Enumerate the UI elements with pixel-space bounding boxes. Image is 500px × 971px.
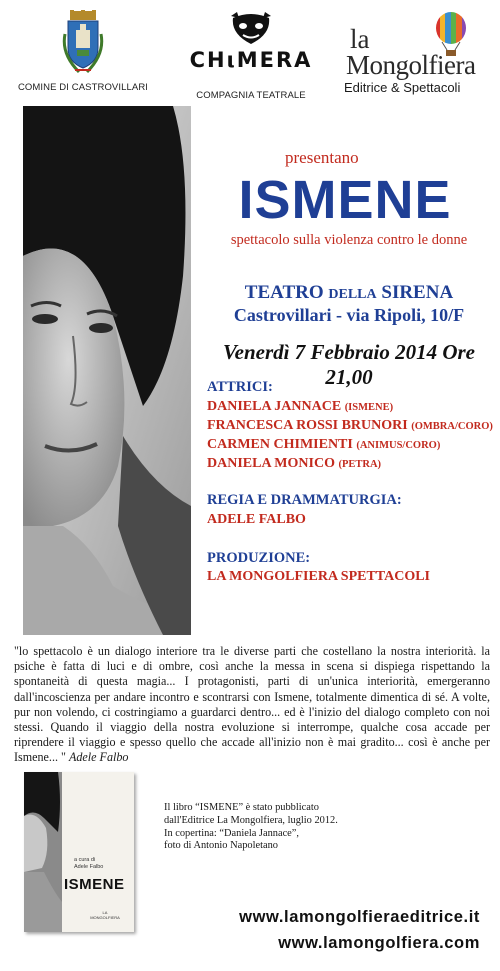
- mongolfiera-line3: Editrice & Spettacoli: [344, 80, 461, 95]
- attrici-heading: ATTRICI:: [207, 379, 273, 395]
- produzione-heading: PRODUZIONE:: [207, 550, 311, 566]
- portrait-photo: [23, 106, 191, 635]
- venue-address: Castrovillari - via Ripoli, 10/F: [233, 305, 465, 325]
- actress-role: (OMBRA/CORO): [411, 421, 493, 432]
- show-subtitle: spettacolo sulla violenza contro le donne: [230, 232, 468, 248]
- venue-teatro: TEATRO: [244, 282, 324, 303]
- quote-author: Adele Falbo: [69, 750, 129, 765]
- show-title: ISMENE: [238, 170, 452, 230]
- book-editor-line1: a cura di: [74, 857, 96, 863]
- actress-name: CARMEN CHIMIENTI: [207, 437, 353, 452]
- mongolfiera-line2: Mongolfiera: [346, 50, 476, 80]
- website-link-spettacoli[interactable]: www.lamongolfiera.com: [278, 934, 480, 952]
- credit-line: [207, 437, 440, 453]
- comune-logo: [8, 10, 158, 93]
- actress-role: (ISMENE): [344, 402, 394, 413]
- book-editor: [74, 857, 103, 871]
- actress-role: (PETRA): [338, 459, 382, 470]
- presentano-label: presentano: [285, 148, 359, 167]
- chimera-caption: COMPAGNIA TEATRALE: [196, 90, 306, 101]
- chimera-logo: [186, 12, 316, 101]
- chimera-wordmark: CHιMERA: [189, 48, 313, 72]
- chimera-mask-icon: [229, 12, 273, 46]
- book-cover: [24, 772, 134, 932]
- comune-caption: COMINE DI CASTROVILLARI: [17, 82, 149, 93]
- regia-heading: REGIA E DRAMMATURGIA:: [207, 492, 402, 508]
- credit-line: [207, 418, 493, 434]
- comune-coat-of-arms-icon: [61, 10, 105, 76]
- book-cover-photo: [24, 772, 62, 932]
- mongolfiera-logo: [344, 10, 496, 100]
- header: [0, 0, 500, 105]
- book-info-line: dall'Editrice La Mongolfiera, luglio 2012.: [164, 814, 338, 826]
- book-info: [164, 802, 464, 853]
- book-title: ISMENE: [64, 876, 125, 893]
- venue-name: [200, 282, 498, 304]
- portrait-image: [23, 106, 191, 635]
- actress-name: DANIELA JANNACE: [207, 399, 342, 414]
- book-editor-line2: Adele Falbo: [74, 864, 104, 870]
- book-info-line: In copertina: “Daniela Jannace”,: [164, 827, 300, 839]
- director-quote: [14, 644, 490, 766]
- actress-role: (ANIMUS/CORO): [356, 440, 441, 451]
- actress-name: FRANCESCA ROSSI BRUNORI: [207, 418, 408, 433]
- quote-text: "lo spettacolo è un dialogo interiore tra le diverse parti che costellano la nostra interiorità. la psiche è fatta di luci e di ombre, così anche la messa in scena si dispiega rispettando la spontaneità di questa magia... I protagonisti, parti di un'unica interiorità, emergeranno dall'incoscienza per andare incontro e scontrarsi con Ismene, totalmente dimentica di sé. A volte, pur non volendo, ci costringiamo a guardarci dentro... ed è l'inizio del dialogo completo con noi stessi. Quando il viaggio della nostra evoluzione si interrompe, qualche cosa accade per riprendere il viaggio e spesso quello che accade all'inizio non è mai gradito... così è anche per Ismene... ": [14, 644, 490, 765]
- credit-line: [207, 456, 381, 472]
- produzione-name: LA MONGOLFIERA SPETTACOLI: [207, 569, 431, 584]
- book-info-line: foto di Antonio Napoletano: [164, 840, 278, 852]
- book-publisher: LA MONGOLFIERA: [90, 910, 120, 920]
- regia-name: ADELE FALBO: [207, 512, 306, 527]
- book-info-line: Il libro “ISMENE” è stato pubblicato: [164, 802, 319, 813]
- mongolfiera-line1: la: [350, 24, 370, 54]
- venue-sirena: SIRENA: [381, 282, 454, 303]
- event-date: Venerdì 7 Febbraio 2014 Ore 21,00: [223, 340, 475, 389]
- website-link-editrice[interactable]: www.lamongolfieraeditrice.it: [239, 908, 480, 926]
- credit-line: [207, 399, 393, 415]
- venue-della: DELLA: [328, 287, 377, 302]
- actress-name: DANIELA MONICO: [207, 456, 335, 471]
